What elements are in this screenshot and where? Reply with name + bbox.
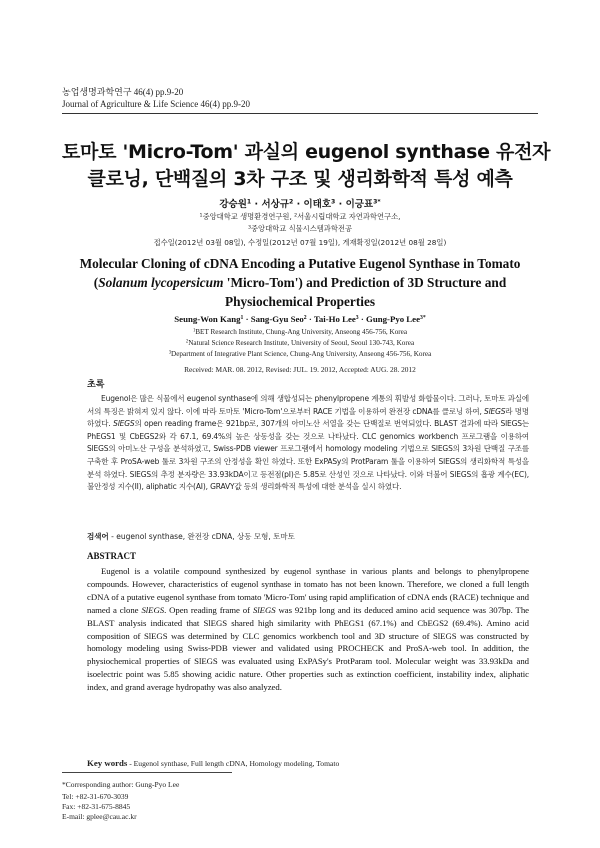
english-title-line-1: Molecular Cloning of cDNA Encoding a Putative Eugenol Synthase in Tomato: [79, 256, 521, 271]
korean-abstract-body: [87, 393, 529, 494]
english-title-line-3: Physiochemical Properties: [224, 294, 376, 309]
title-paren: (: [93, 275, 99, 290]
korean-affiliations-1-2: [62, 211, 538, 222]
journal-citation-english: Journal of Agriculture & Life Science 46(4) pp.9-20: [62, 99, 250, 109]
title-text: 'Micro-Tom') and Prediction of 3D Structure and: [223, 275, 507, 290]
affiliation-text: 중앙대학교 식물시스템과학전공: [251, 224, 353, 233]
abstract-text: Eugenol은 많은 식물에서 eugenol synthase에 의해 생합성되는 phenylpropene 계통의 휘발성 화합물이다. 그러나, 토마토 과실에서의 특징은 밝혀져 있지 않다. 이에 따라 토마토 'Micro-Tom'으로부터 RACE 기법을 이용하여 완전장 cDNA를 클로닝 하여,: [87, 394, 529, 416]
korean-abstract-heading: 초록: [87, 380, 105, 390]
english-title: [55, 254, 545, 311]
affiliation-mark: 1: [192, 328, 196, 334]
english-abstract-body: [87, 565, 529, 694]
author-name: 이긍표: [345, 199, 374, 210]
author-name: Sang-Gyu Seo: [250, 314, 304, 324]
gene-name: SlEGS: [252, 604, 276, 615]
corresponding-author: *Corresponding author: Gung-Pyo Lee: [62, 780, 180, 789]
header-divider: [62, 113, 538, 114]
footnote-divider: [62, 772, 232, 773]
abstract-text: 의 open reading frame은 921bp로, 307개의 아미노산 서열을 갖는 단백질로 번역되었다. BLAST 결과에 따라 SlEGS는 PhEGS1 및 CbEGS2와 각 67.1, 69.4%의 높은 상동성을 갖는 것으로 나타났다. CLC genomics workbench 프로그램을 이용하여 SlEGS의 아미노산 구성을 분석하였고, Swiss-PDB viewer 프로그램에서 homology modeling 기법으로 SlEGS의 3차원 단백질 구조를 구축한 후 ProSA-web 툴로 3차원 구조의 안정성을 확인 하였다. 또한 ExPASy의 ProtParam 툴을 이용하여 SlEGS의 생리화학적 특성을 분석 하였다. SlEGS의 추정 분자량은 33.93kDA이고 등전점(pI)은 5.85로 산성인 것으로 나타났다. 이와 더불어 SlEGS의 흡광 계수(EC), 불안정성 지수(II), aliphatic 지수(AI), GRAVY값 등의 생리화학적 특성에 대한 분석을 실시 하였다.: [87, 419, 529, 492]
author-name: 서상규: [261, 199, 289, 210]
author-affiliation-mark: 2: [303, 314, 307, 321]
english-title-line-2: [55, 273, 545, 292]
english-author-list: [62, 313, 538, 325]
author-separator: ·: [293, 199, 304, 210]
gene-name: SlEGS: [113, 419, 135, 429]
species-name: Solanum lycopersicum: [98, 275, 224, 290]
author-separator: ·: [243, 314, 251, 324]
author-affiliation-mark: 2: [288, 198, 294, 206]
author-affiliation-mark: 3: [331, 198, 336, 206]
author-name: 이태호: [303, 199, 332, 210]
english-affiliation-1: [62, 327, 538, 338]
korean-dates: 접수일(2012년 03월 08일), 수정일(2012년 07월 19일), 게재확정일(2012년 08월 28일): [153, 238, 447, 247]
keywords-label: Key words: [87, 758, 128, 768]
english-affiliation-2: [62, 338, 538, 349]
author-telephone: Tel: +82-31-670-3039: [62, 792, 129, 801]
author-affiliation-mark: 3*: [420, 314, 426, 321]
author-fax: Fax: +82-31-675-8845: [62, 802, 131, 811]
abstract-text: Eugenol is a volatile compound synthesized by eugenol synthase in various plants and belongs to phenylpropene compounds. However, characteristics of eugenol synthase in tomato has not been known. Therefore, we cloned a full length cDNA of a putative eugenol synthase from tomato 'Micro-Tom' using rapid amplification of cDNA ends (RACE) technique and named a clone: [87, 566, 529, 615]
gene-name: SlEGS: [484, 406, 506, 416]
affiliation-text: BET Research Institute, Chung-Ang University, Anseong 456-756, Korea: [195, 328, 408, 336]
gene-name: SlEGS: [141, 604, 165, 615]
korean-author-list: [62, 199, 538, 211]
affiliation-text: 서울시립대학교 자연과학연구소,: [297, 212, 401, 221]
keywords-label: 검색어: [87, 532, 109, 541]
author-separator: ·: [251, 199, 262, 210]
abstract-text: . Open reading frame of: [164, 604, 253, 615]
affiliation-text: Natural Science Research Institute, University of Seoul, Seoul 130-743, Korea: [188, 339, 415, 347]
author-name: 강승원: [219, 199, 247, 210]
english-keywords: [87, 758, 529, 769]
affiliation-mark: 3: [168, 350, 172, 356]
author-affiliation-mark: 1: [240, 314, 244, 321]
author-affiliation-mark: 3*: [373, 198, 381, 206]
korean-affiliation-3: [62, 223, 538, 234]
affiliation-text: Department of Integrative Plant Science, Chung-Ang University, Anseong 456-756, Korea: [171, 350, 432, 358]
journal-citation-korean: 농업생명과학연구 46(4) pp.9-20: [62, 87, 184, 97]
author-name: Gung-Pyo Lee: [365, 314, 420, 324]
author-name: Seung-Won Kang: [174, 314, 241, 324]
english-affiliation-3: [62, 349, 538, 360]
author-separator: ·: [335, 199, 346, 210]
affiliation-text: 중앙대학교 생명환경연구원,: [202, 212, 295, 221]
english-abstract-heading: ABSTRACT: [87, 551, 137, 561]
author-separator: ·: [358, 314, 366, 324]
affiliation-mark: 2: [294, 213, 298, 219]
abstract-text: 라 명명하였다.: [87, 406, 529, 429]
author-name: Tai-Ho Lee: [313, 314, 356, 324]
korean-title-line-2: 클로닝, 단백질의 3차 구조 및 생리화학적 특성 예측: [87, 168, 513, 190]
affiliation-mark: 1: [199, 213, 203, 219]
author-affiliation-mark: 1: [246, 198, 252, 206]
affiliation-mark: 3: [247, 225, 251, 231]
english-dates: Received: MAR. 08. 2012, Revised: JUL. 19. 2012, Accepted: AUG. 28. 2012: [184, 365, 416, 374]
korean-keywords: [87, 531, 529, 542]
author-separator: ·: [306, 314, 314, 324]
keywords-text: - Eugenol synthase, Full length cDNA, Homology modeling, Tomato: [127, 759, 340, 768]
affiliation-mark: 2: [185, 339, 189, 345]
author-email: E-mail: gplee@cau.ac.kr: [62, 812, 137, 821]
abstract-text: was 921bp long and its deduced amino acid sequence was 307bp. The BLAST analysis indicated that SlEGS shared high similarity with PhEGS1 (67.1%) and CbEGS2 (69.4%). Amino acid composition of SlEGS was determined by CLC genomics workbench tool and 3D structure of SlEGS was constructed by homology modeling using Swiss-PDB viewer and validated using PROCHECK and ProSA-web tool. In addition, the physiochemical properties of SlEGS was evaluated using ExPASy's ProtParam tool. Molecular weight was 33.93kDa and isoelectric point was 5.85 showing acidic nature. Other properties such as extinction coefficient, instability index, aliphatic index, and grand average hydropathy was also analyzed.: [87, 604, 529, 693]
keywords-text: - eugenol synthase, 완전장 cDNA, 상동 모형, 토마토: [108, 532, 295, 541]
korean-title-line-1: 토마토 'Micro-Tom' 과실의 eugenol synthase 유전자: [62, 141, 551, 163]
author-affiliation-mark: 3: [355, 314, 359, 321]
